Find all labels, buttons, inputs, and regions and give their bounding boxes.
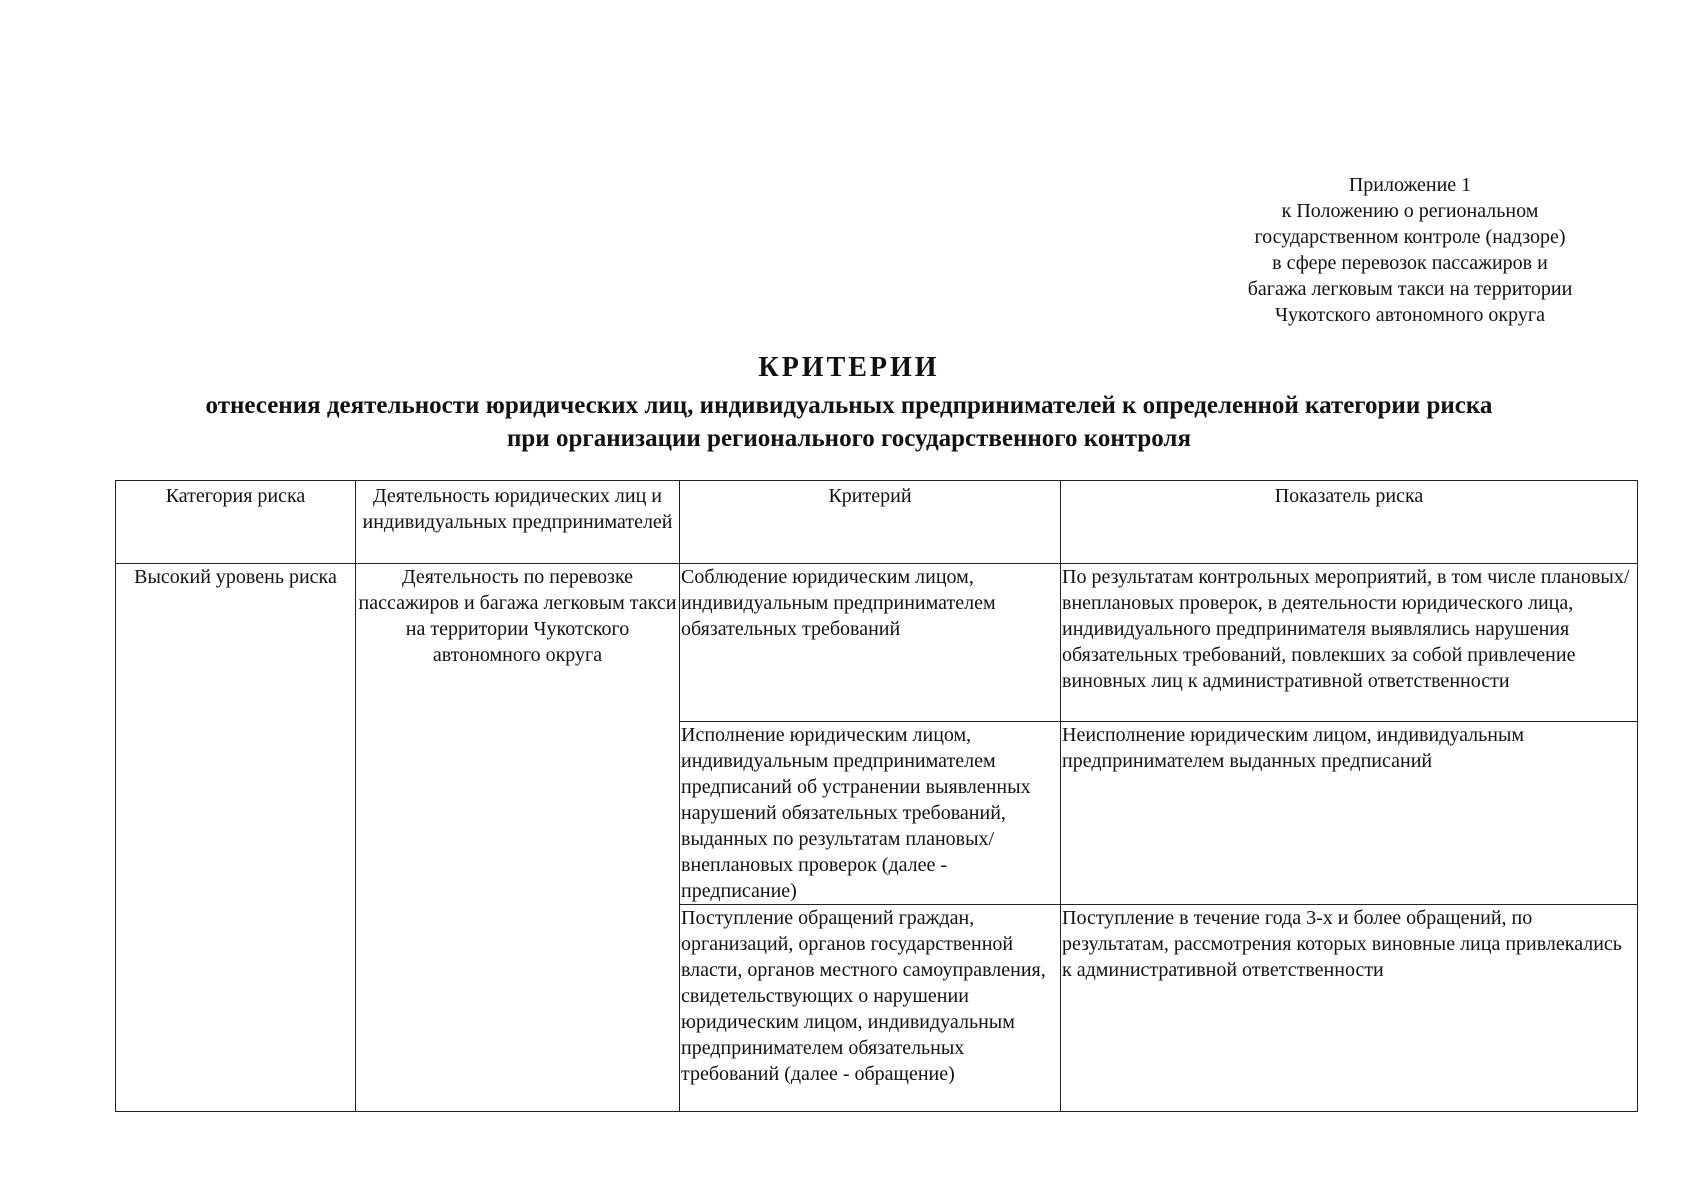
column-header-criterion: Критерий (680, 481, 1061, 564)
appendix-header (1180, 172, 1640, 328)
indicator-cell: По результатам контрольных мероприятий, в том числе плановых/внеплановых проверок, в деятельности юридического лица, индивидуального предпринимателя выявлялись нарушения обязательных требований, повлекших за собой привлечение виновных лиц к административной ответственности (1061, 564, 1638, 722)
appendix-line: государственном контроле (надзоре) (1254, 226, 1566, 248)
criterion-cell: Соблюдение юридическим лицом, индивидуальным предпринимателем обязательных требований (680, 564, 1061, 722)
appendix-line: к Положению о региональном (1281, 200, 1539, 222)
table-row (116, 564, 1638, 722)
criteria-table (115, 480, 1638, 1112)
appendix-line: в сфере перевозок пассажиров и (1272, 252, 1548, 274)
appendix-line: Чукотского автономного округа (1275, 304, 1545, 326)
appendix-line: багажа легковым такси на территории (1247, 278, 1573, 300)
table-header-row (116, 481, 1638, 564)
document-subtitle: при организации регионального государственного контроля (507, 425, 1191, 452)
indicator-cell: Поступление в течение года 3-х и более обращений, по результатам, рассмотрения которых виновные лица привлекались к административной ответственности (1061, 905, 1638, 1112)
column-header-risk-indicator: Показатель риска (1061, 481, 1638, 564)
criterion-cell: Поступление обращений граждан, организаций, органов государственной власти, органов местного самоуправления, свидетельствующих о нарушении юридическим лицом, индивидуальным предпринимателем обязательных требований (далее - обращение) (680, 905, 1061, 1112)
column-header-risk-category: Категория риска (116, 481, 356, 564)
risk-category-cell: Высокий уровень риска (116, 564, 356, 1112)
column-header-activity: Деятельность юридических лиц и индивидуальных предпринимателей (356, 481, 680, 564)
criterion-cell: Исполнение юридическим лицом, индивидуальным предпринимателем предписаний об устранении выявленных нарушений обязательных требований, выданных по результатам плановых/внеплановых проверок (далее - предписание) (680, 722, 1061, 905)
document-title: КРИТЕРИИ (758, 352, 940, 383)
activity-cell: Деятельность по перевозке пассажиров и багажа легковым такси на территории Чукотского автономного округа (356, 564, 680, 1112)
appendix-line: Приложение 1 (1348, 174, 1472, 196)
document-subtitle: отнесения деятельности юридических лиц, индивидуальных предпринимателей к определенной категории риска (205, 392, 1493, 419)
indicator-cell: Неисполнение юридическим лицом, индивидуальным предпринимателем выданных предписаний (1061, 722, 1638, 905)
